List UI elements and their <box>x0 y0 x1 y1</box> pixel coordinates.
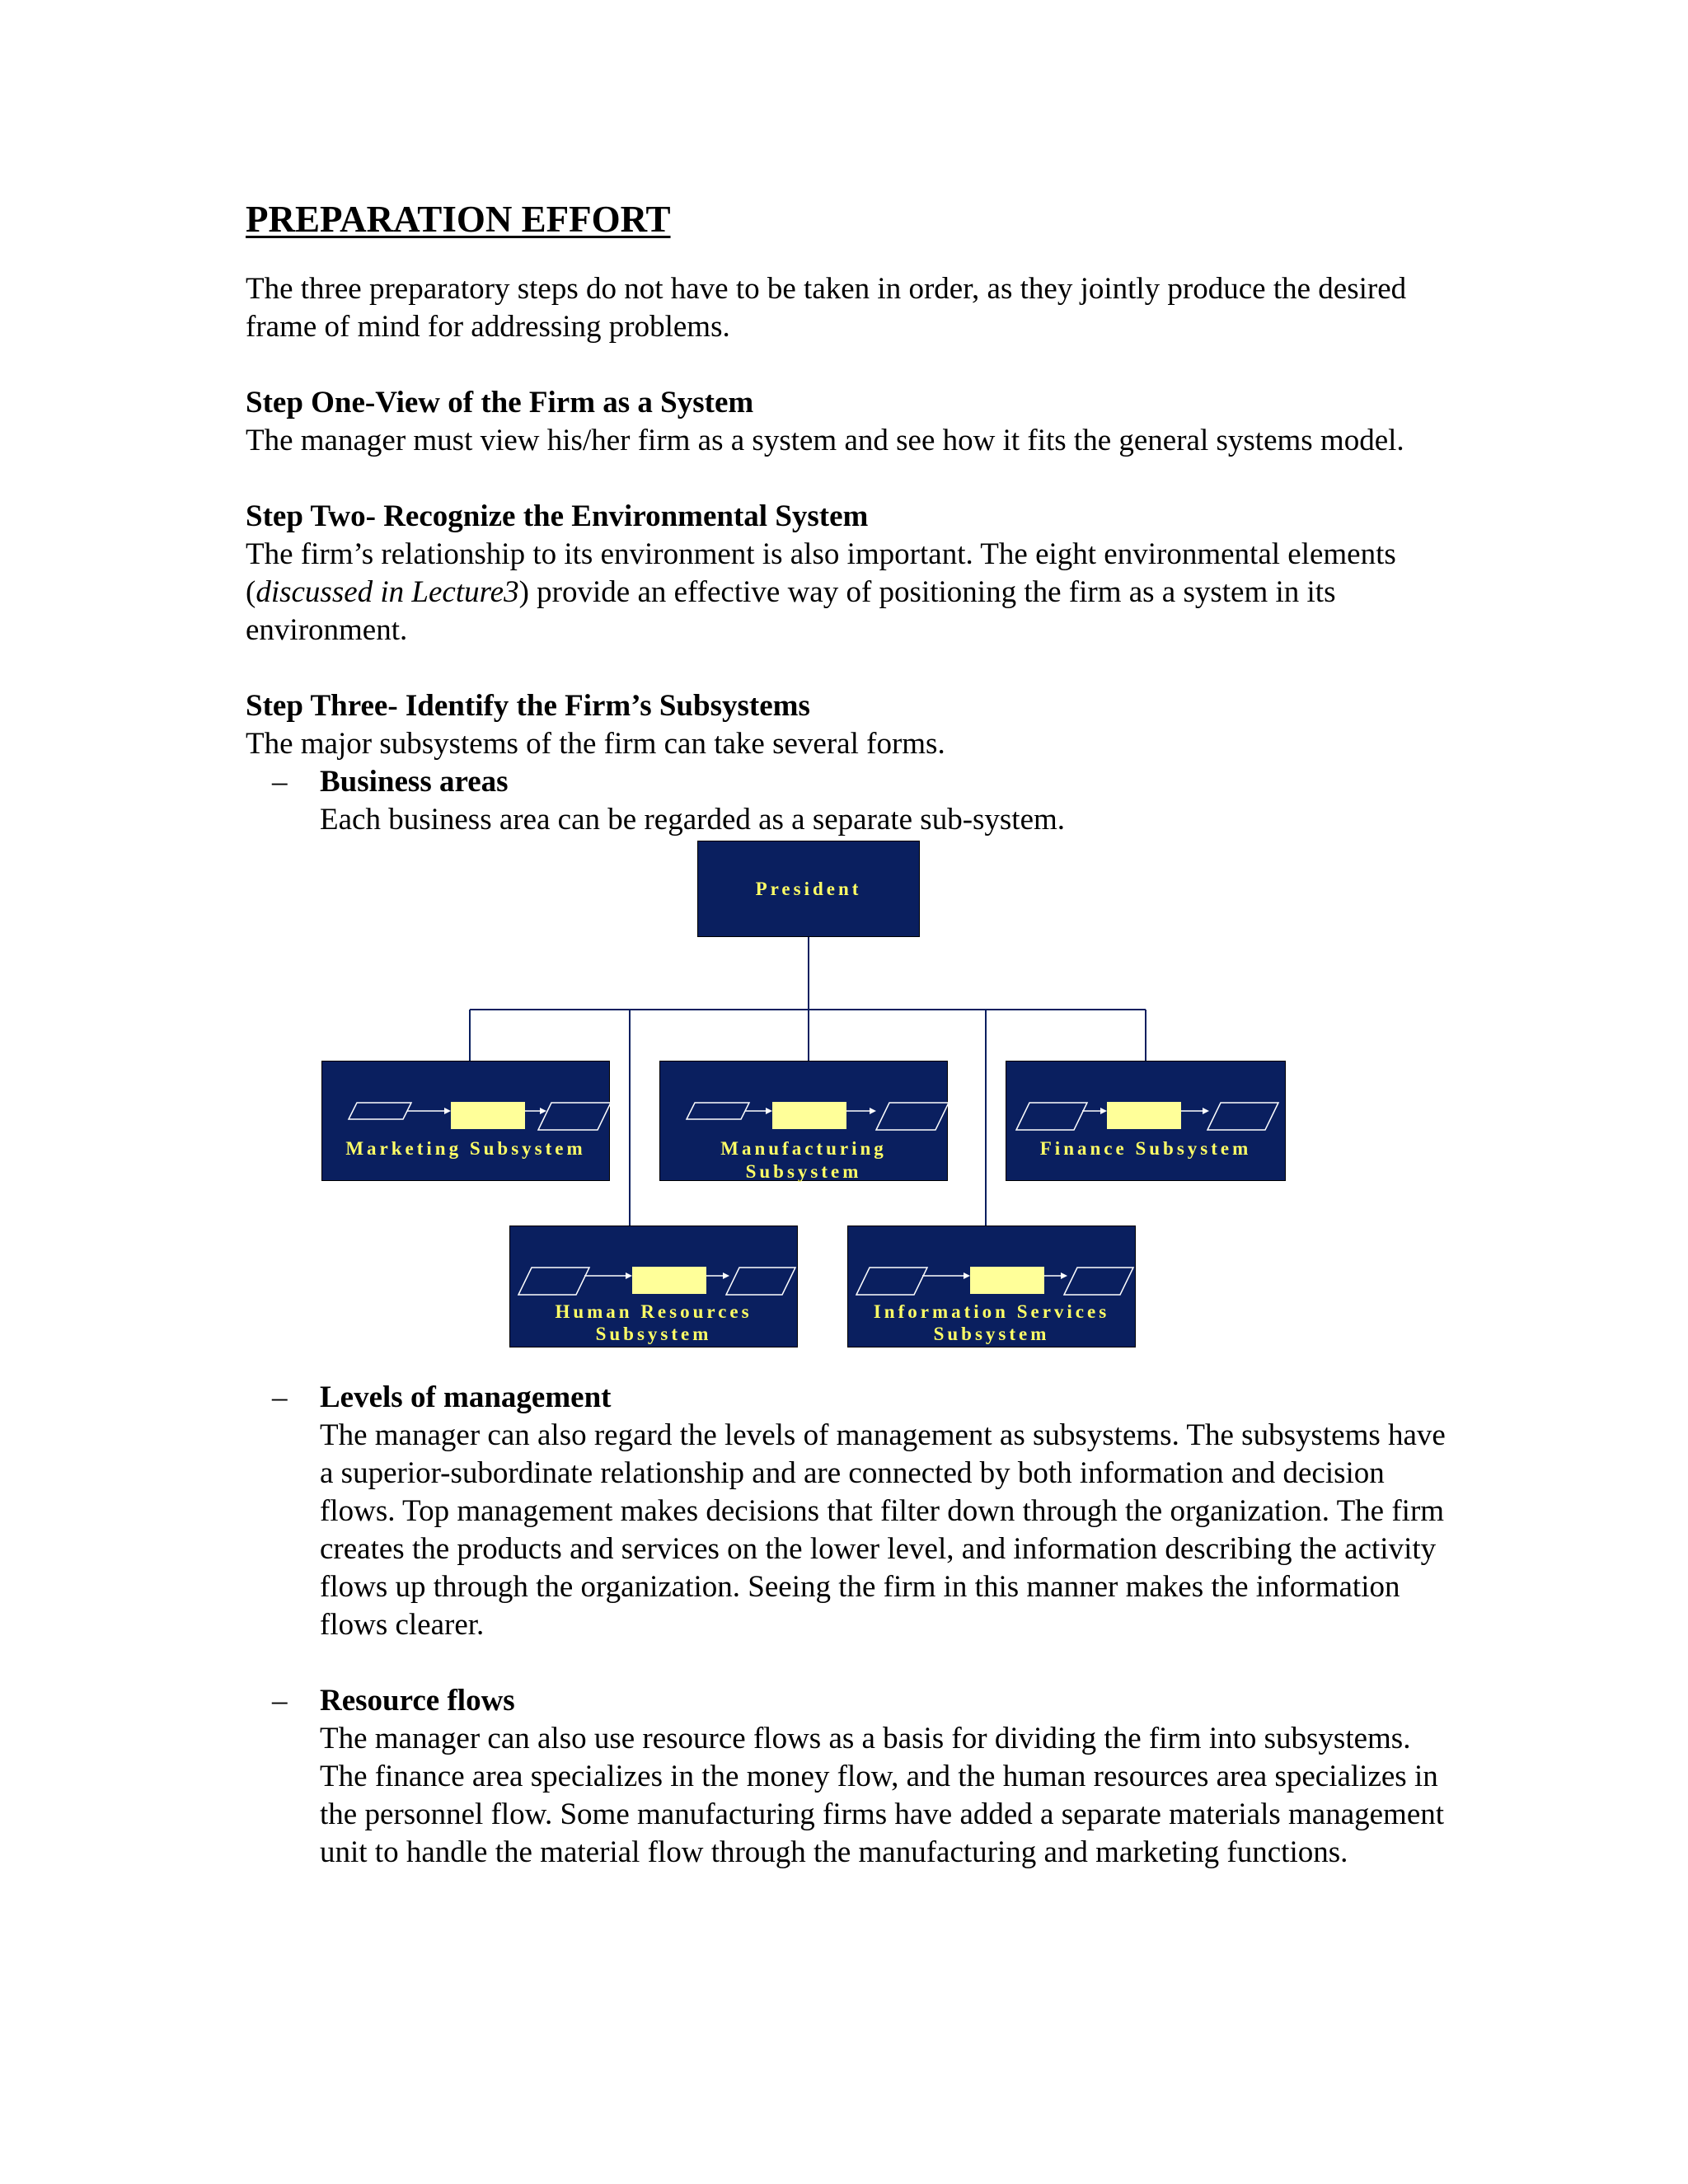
dash-bullet: – <box>272 1380 288 1414</box>
intro-paragraph: The three preparatory steps do not have to be taken in order, as they jointly produce the desired frame of mind for addressing problems. <box>246 272 1407 344</box>
president-box <box>697 841 920 937</box>
dash-bullet: – <box>272 1684 288 1718</box>
marketing-subsystem-label: Marketing Subsystem <box>345 1138 586 1159</box>
lecture-reference: discussed in Lecture3 <box>256 575 519 609</box>
io-process-icon <box>322 1062 611 1182</box>
step-three-heading: Step Three- Identify the Firm’s Subsystems <box>246 689 810 723</box>
information-services-label-line1: Information Services <box>873 1301 1110 1322</box>
page-title: PREPARATION EFFORT <box>246 199 671 240</box>
information-services-subsystem-box <box>847 1226 1136 1347</box>
manufacturing-subsystem-label: Manufacturing Subsystem <box>720 1138 887 1182</box>
business-areas-body: Each business area can be regarded as a separate sub-system. <box>320 803 1066 837</box>
step-one-heading: Step One-View of the Firm as a System <box>246 386 754 419</box>
resource-flows-heading: Resource flows <box>320 1684 515 1718</box>
levels-of-management-item <box>246 1379 1449 1644</box>
human-resources-label-line2: Subsystem <box>595 1324 712 1344</box>
marketing-subsystem-box <box>321 1061 610 1181</box>
step-one-body: The manager must view his/her firm as a system and see how it fits the general systems model. <box>246 424 1404 457</box>
document-page <box>246 194 1449 1872</box>
step-two-heading: Step Two- Recognize the Environmental System <box>246 499 869 533</box>
business-areas-heading: Business areas <box>320 765 509 799</box>
human-resources-subsystem-box <box>509 1226 798 1347</box>
finance-subsystem-label: Finance Subsystem <box>1039 1138 1252 1159</box>
president-label: President <box>755 879 862 899</box>
business-areas-item <box>246 763 1449 839</box>
levels-of-management-heading: Levels of management <box>320 1380 612 1414</box>
dash-bullet: – <box>272 765 288 799</box>
resource-flows-body: The manager can also use resource flows as a basis for dividing the firm into subsystems. The finance area specializes in the money flow, and the human resources area specializes in the personnel flow. Some manufacturing firms have added a separate materials management unit to handle the material flow through the manufacturing and marketing functions. <box>320 1722 1445 1869</box>
levels-of-management-body: The manager can also regard the levels of management as subsystems. The subsystems have a superior-subordinate relationship and are connected by both information and decision flows. Top management makes decisions that filter down through the organization. The firm creates the products and services on the lower level, and information describing the activity flows up through the organization. Seeing the firm in this manner makes the information flows clearer. <box>320 1418 1446 1642</box>
step-two-body: The firm’s relationship to its environment is also important. The eight environmental elements (discussed in Lecture3) provide an effective way of positioning the firm as a system in its environment. <box>246 537 1396 647</box>
finance-subsystem-box <box>1006 1061 1286 1181</box>
resource-flows-item <box>246 1682 1449 1872</box>
human-resources-label-line1: Human Resources <box>555 1301 753 1322</box>
step-three-body: The major subsystems of the firm can take several forms. <box>246 727 945 761</box>
information-services-label-line2: Subsystem <box>933 1324 1050 1344</box>
org-chart <box>246 839 1449 1371</box>
manufacturing-subsystem-box <box>659 1061 948 1181</box>
io-process-icon <box>1006 1062 1287 1182</box>
